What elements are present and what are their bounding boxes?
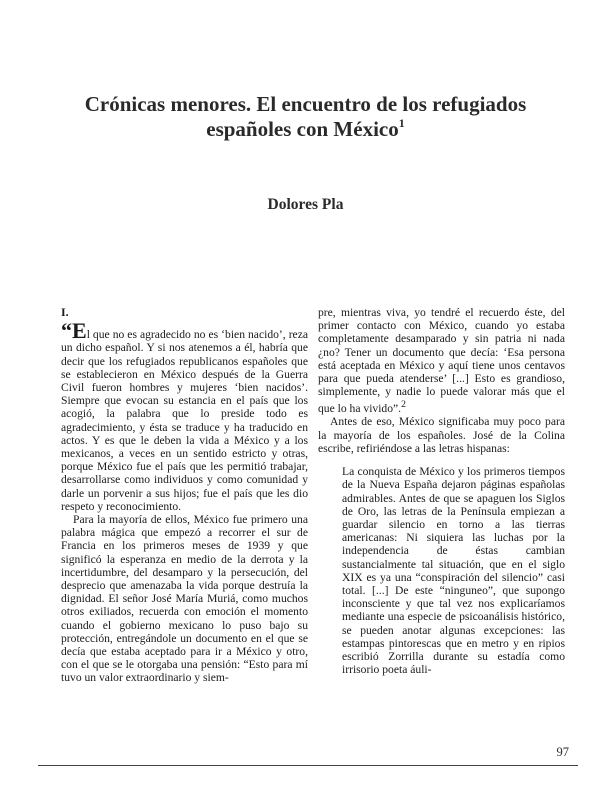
footer-rule (38, 765, 578, 766)
article-title-text: Crónicas menores. El encuentro de los refugiados españoles con México (84, 92, 527, 141)
paragraph-3-text: pre, mientras viva, yo tendré el recuerdo éste, del primer contacto con México, cuando yo estaba completamente desamparado y sin patria ni nada ¿no? Tener un documento que decía: ‘Esa persona está aceptada en México y aquí tiene unos centavos para que pueda atenderse’ [...] Esto es grandioso, simplemente, y nadie lo puede valorar más que el que lo ha vivido”. (318, 306, 565, 416)
article-title (60, 92, 551, 142)
author-name: Dolores Pla (267, 196, 344, 213)
paragraph-3 (318, 306, 565, 415)
footnote-marker-2: 2 (401, 399, 406, 411)
title-footnote-marker: 1 (398, 116, 405, 130)
paragraph-2: Para la mayoría de ellos, México fue primero una palabra mágica que empezó a recorrer el sur de Francia en los primeros meses de 1939 y que significó la esperanza en medio de la derrota y la incertidumbre, del desamparo y la persecución, del desprecio que amenazaba la vida porque destruía la dignidad. El señor José María Muriá, como muchos otros exiliados, recuerda con emoción el momento cuando el gobierno mexicano lo puso bajo su protección, entregándole un documento en el que se decía que estaba aceptado para ir a México y otro, con el que se le otorgaba una pensión: “Esto para mí tuvo un valor extraordinario y siem- (61, 513, 308, 685)
paragraph-1-text: l que no es agradecido no es ‘bien nacido’, reza un dicho español. Y si nos atenemos a él, habría que decir que los refugiados republicanos españoles que se establecieron en México después de la Guerra Civil fueron hombres y mujeres ‘bien nacidos’. Siempre que evocan su estancia en el país que los acogió, la palabra que lo preside todo es agradecimiento, y ésta se traduce y ha traducido en actos. Y es que le deben la vida a México y a los mexicanos, a veces en un sentido estricto y otras, porque México fue el país que les permitió trabajar, desarrollarse como individuos y como comunidad y darle un porvenir a sus hijos; fue el país que les dio respeto y reconocimiento. (61, 328, 308, 513)
block-quote: La conquista de México y los primeros tiempos de la Nueva España dejaron páginas españolas admirables. Antes de que se apaguen los Siglos de Oro, las letras de la Península empiezan a guardar silencio en torno a las tierras americanas: Ni siquiera las luchas por la independencia de éstas cambian sustancialmente tal situación, que en el siglo XIX es ya una “conspiración del silencio” casi total. [...] De este “ninguneo”, que supongo inconsciente y que tal vez nos explicaríamos mediante una especie de psicoanálisis histórico, se pueden anotar algunas excepciones: las estampas pintorescas que en metro y en ripios escribió Zorrilla durante su estadía como irrisorio poeta áuli- (342, 465, 565, 677)
paragraph-1 (61, 318, 308, 513)
drop-cap: “E (61, 318, 87, 344)
right-column (318, 306, 565, 676)
page-number: 97 (556, 745, 569, 759)
section-number: I. (61, 305, 69, 319)
paragraph-4: Antes de eso, México significaba muy poco para la mayoría de los españoles. José de la Colina escribe, refiriéndose a las letras hispanas: (318, 415, 565, 455)
left-column (61, 306, 308, 685)
